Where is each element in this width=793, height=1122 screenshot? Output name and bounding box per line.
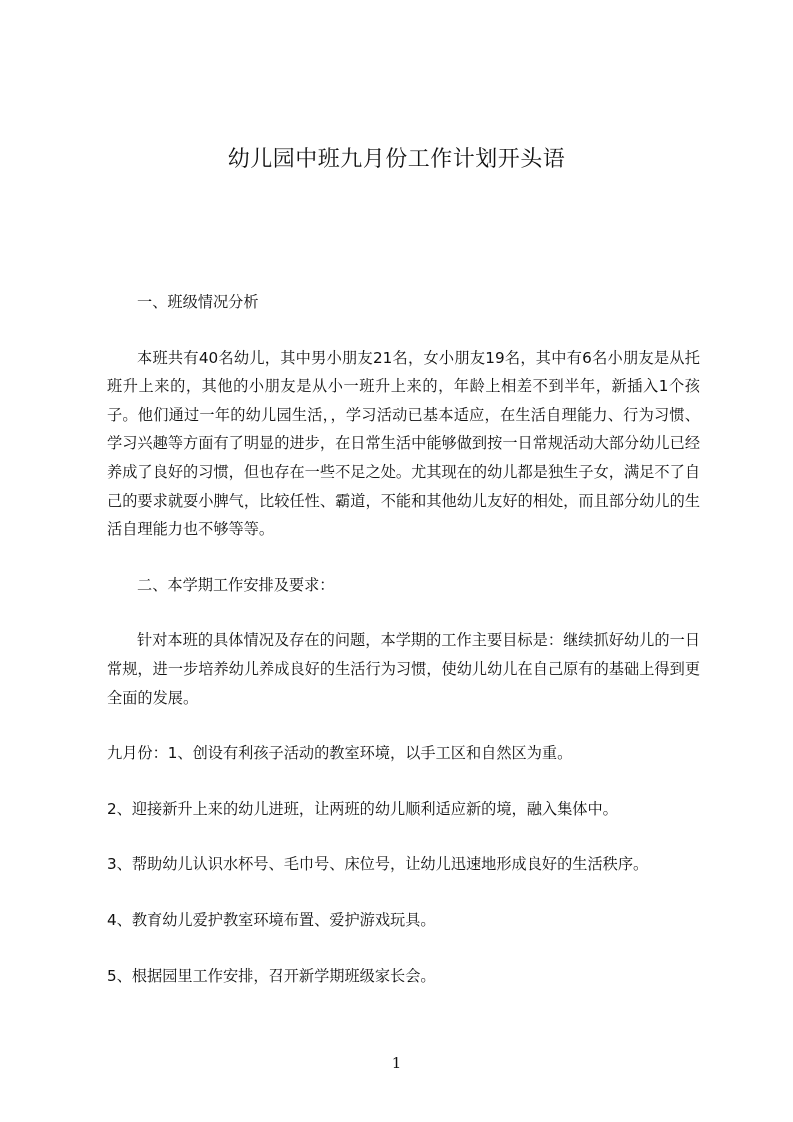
section-paragraph-class-analysis: 本班共有40名幼儿，其中男小朋友21名，女小朋友19名，其中有6名小朋友是从托班升上来的，其他的小朋友是从小一班升上来的，年龄上相差不到半年，新插入1个孩子。他们通过一年的幼儿园生活，，学习活动已基本适应，在生活自理能力、行为习惯、学习兴趣等方面有了明显的进步，在日常生活中能够做到按一日常规活动大部分幼儿已经养成了良好的习惯，但也存在一些不足之处。尤其现在的幼儿都是独生子女，满足不了自己的要求就耍小脾气，比较任性、霸道，不能和其他幼儿友好的相处，而且部分幼儿的生活自理能力也不够等等。 xyxy=(107,348,700,539)
section-paragraph-semester-plan: 针对本班的具体情况及存在的问题，本学期的工作主要目标是：继续抓好幼儿的一日常规，进一步培养幼儿养成良好的生活行为习惯，使幼儿幼儿在自己原有的基础上得到更全面的发展。 xyxy=(107,631,700,707)
plan-item: 九月份：1、创设有利孩子活动的教室环境，以手工区和自然区为重。 xyxy=(107,744,573,763)
page-number: 1 xyxy=(391,1054,402,1072)
plan-item: 4、教育幼儿爱护教室环境布置、爱护游戏玩具。 xyxy=(107,910,436,929)
section-heading-class-analysis: 一、班级情况分析 xyxy=(137,293,259,311)
plan-item: 5、根据园里工作安排，召开新学期班级家长会。 xyxy=(107,966,436,985)
plan-item: 2、迎接新升上来的幼儿进班，让两班的幼儿顺利适应新的境，融入集体中。 xyxy=(107,799,618,818)
document-title: 幼儿园中班九月份工作计划开头语 xyxy=(227,147,566,172)
document-body xyxy=(107,288,700,990)
plan-item: 3、帮助幼儿认识水杯号、毛巾号、床位号，让幼儿迅速地形成良好的生活秩序。 xyxy=(107,855,649,874)
section-heading-semester-plan: 二、本学期工作安排及要求： xyxy=(137,575,335,594)
